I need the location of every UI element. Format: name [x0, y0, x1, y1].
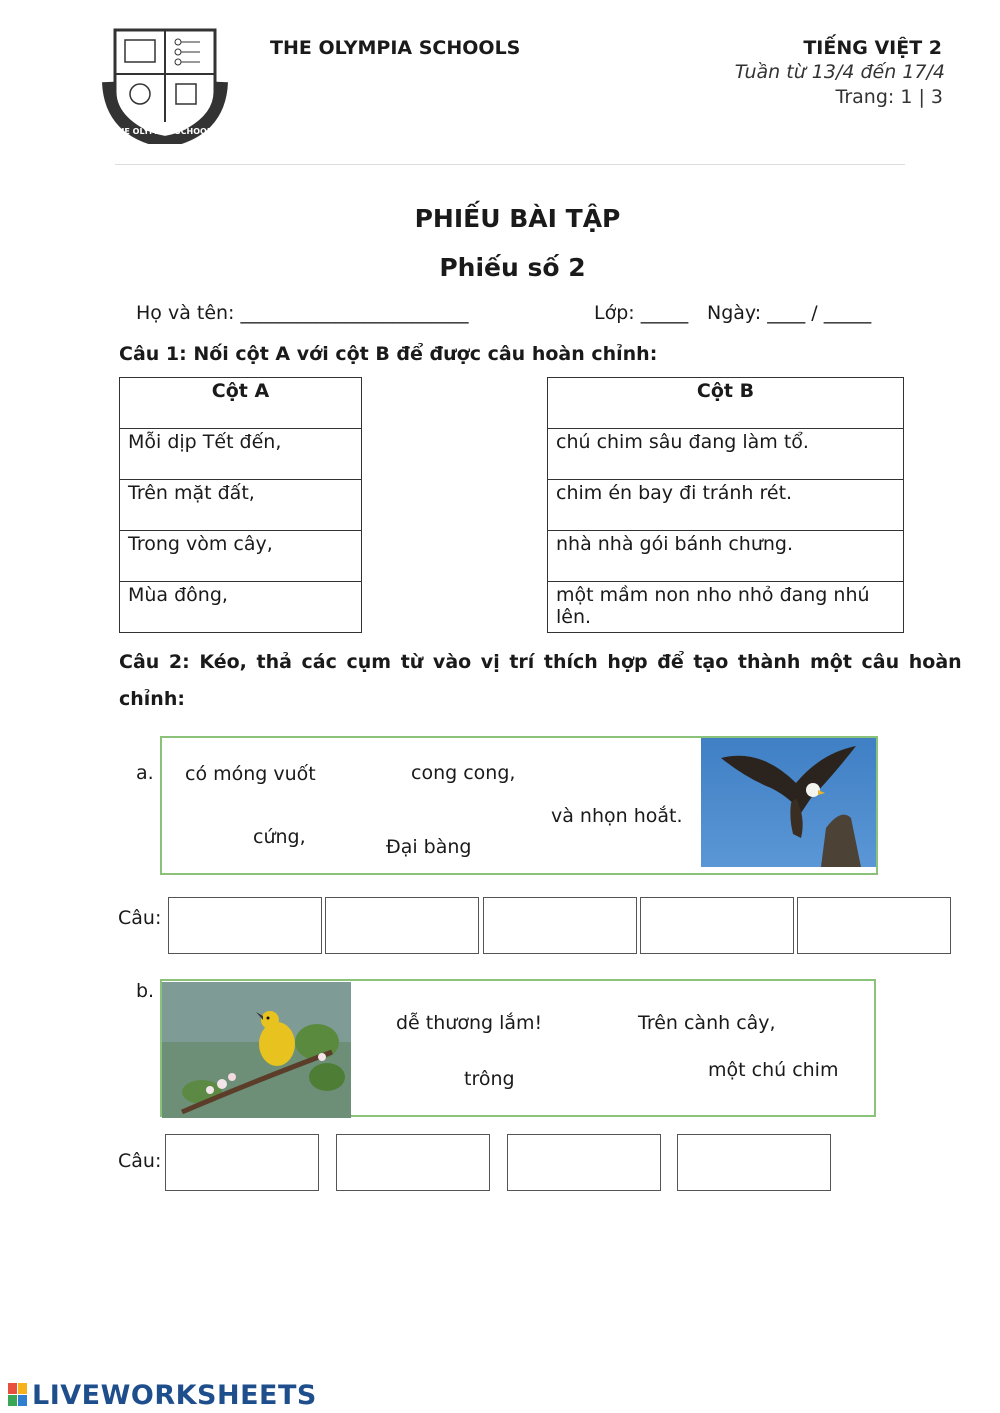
draggable-word[interactable]: dễ thương lắm! [396, 1012, 543, 1034]
answer-slot[interactable] [640, 897, 794, 954]
worksheet-subtitle: Phiếu số 2 [439, 253, 586, 282]
name-field-label: Họ và tên: ________________________ [136, 302, 469, 324]
question-2-prompt-cont: chỉnh: [119, 688, 185, 710]
part-a-label: a. [136, 762, 154, 784]
answer-slot[interactable] [336, 1134, 490, 1191]
column-b-table [547, 377, 904, 633]
answer-slot[interactable] [797, 897, 951, 954]
draggable-word[interactable]: cong cong, [411, 762, 516, 784]
part-a-answer-label: Câu: [118, 907, 162, 929]
answer-slot[interactable] [168, 897, 322, 954]
draggable-word[interactable]: và nhọn hoắt. [551, 805, 683, 827]
draggable-word[interactable]: Đại bàng [386, 836, 472, 858]
answer-slot[interactable] [677, 1134, 831, 1191]
column-a-item[interactable]: Mỗi dịp Tết đến, [120, 429, 362, 480]
draggable-word[interactable]: một chú chim [708, 1059, 839, 1081]
question-2-prompt: Câu 2: Kéo, thả các cụm từ vào vị trí thích hợp để tạo thành một câu hoàn [119, 651, 962, 673]
page-number: Trang: 1 | 3 [835, 86, 943, 108]
column-a-item[interactable]: Trong vòm cây, [120, 531, 362, 582]
draggable-word[interactable]: trông [464, 1068, 515, 1090]
column-b-item[interactable]: chim én bay đi tránh rét. [548, 480, 904, 531]
answer-slot[interactable] [165, 1134, 319, 1191]
class-field-label: Lớp: _____ [594, 302, 689, 324]
draggable-word[interactable]: cứng, [253, 826, 306, 848]
answer-slot[interactable] [325, 897, 479, 954]
part-b-label: b. [136, 980, 155, 1002]
eagle-image [701, 738, 876, 867]
column-b-header: Cột B [548, 378, 904, 429]
liveworksheets-icon [8, 1383, 28, 1407]
liveworksheets-logo: LIVEWORKSHEETS [32, 1380, 317, 1411]
header-divider [115, 164, 905, 165]
draggable-word[interactable]: có móng vuốt [185, 763, 316, 785]
column-b-item[interactable]: một mầm non nho nhỏ đang nhú lên. [548, 582, 904, 633]
svg-text:THE OLYMPIA SCHOOLS: THE OLYMPIA SCHOOLS [112, 127, 218, 136]
date-field-label: Ngày: ____ / _____ [707, 302, 872, 324]
column-b-item[interactable]: chú chim sâu đang làm tổ. [548, 429, 904, 480]
column-a-table [119, 377, 362, 633]
worksheet-title: PHIẾU BÀI TẬP [414, 204, 621, 233]
column-a-header: Cột A [120, 378, 362, 429]
school-name: THE OLYMPIA SCHOOLS [270, 37, 521, 59]
draggable-word[interactable]: Trên cành cây, [638, 1012, 776, 1034]
column-a-item[interactable]: Mùa đông, [120, 582, 362, 633]
school-logo [100, 22, 230, 144]
column-a-item[interactable]: Trên mặt đất, [120, 480, 362, 531]
column-b-item[interactable]: nhà nhà gói bánh chưng. [548, 531, 904, 582]
yellow-bird-image [162, 982, 351, 1118]
question-1-prompt: Câu 1: Nối cột A với cột B để được câu hoàn chỉnh: [119, 343, 658, 365]
subject-title: TIẾNG VIỆT 2 [803, 37, 942, 59]
answer-slot[interactable] [507, 1134, 661, 1191]
part-b-answer-label: Câu: [118, 1150, 162, 1172]
answer-slot[interactable] [483, 897, 637, 954]
week-range: Tuần từ 13/4 đến 17/4 [734, 61, 945, 83]
